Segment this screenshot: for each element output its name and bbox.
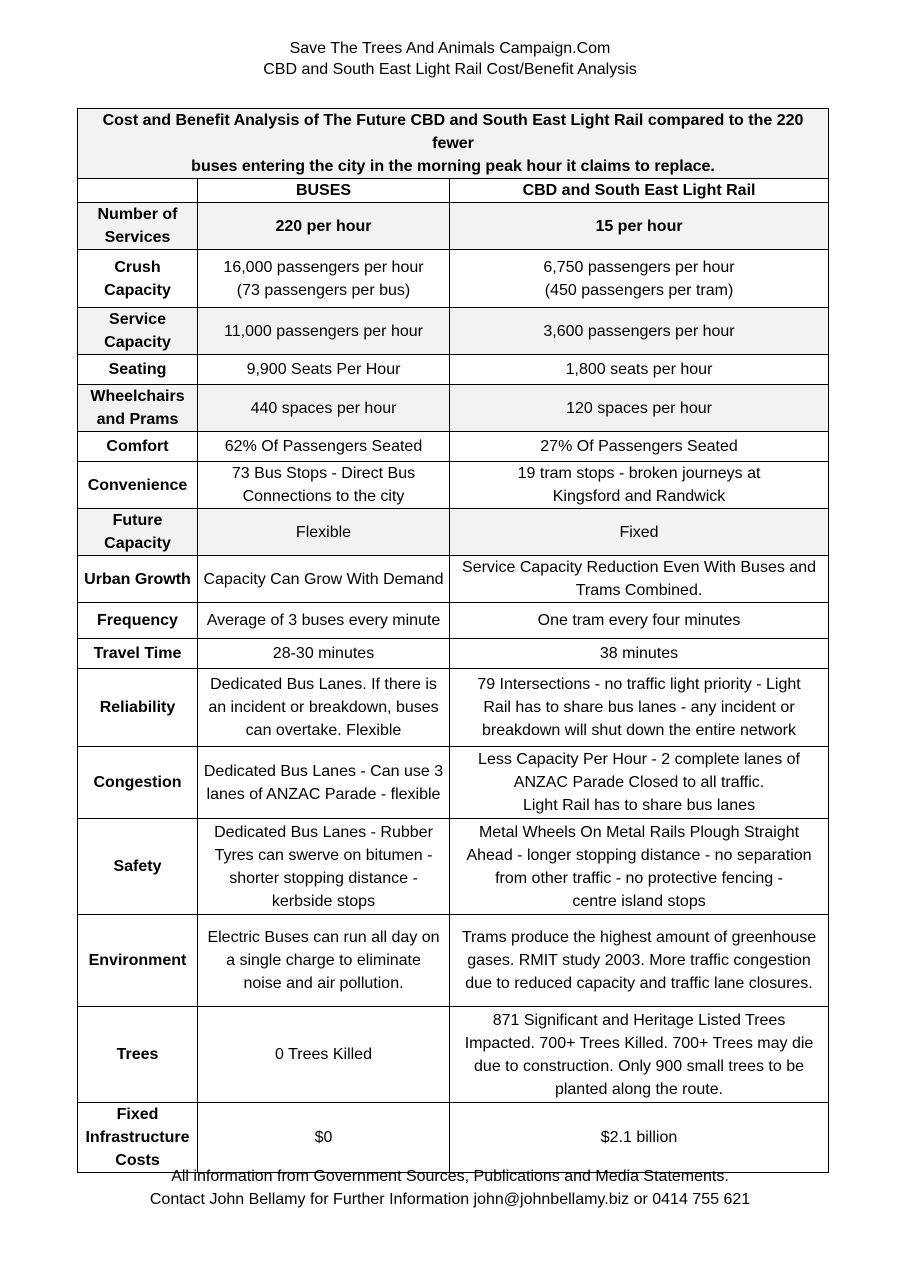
cell-text-line: 0 Trees Killed <box>275 1046 372 1063</box>
cell-text-line: Seating <box>108 361 167 378</box>
table-row <box>78 747 829 819</box>
cell-text-line: Crush Capacity <box>104 258 171 299</box>
cell-text-line: Service Capacity Reduction Even With Buses and <box>462 559 816 576</box>
table-row <box>78 603 829 639</box>
buses-value <box>198 432 450 462</box>
buses-value <box>198 819 450 915</box>
cell-text-line: Costs <box>115 1152 160 1169</box>
cell-text-line: $0 <box>314 1129 333 1146</box>
cell-text-line: 3,600 passengers per hour <box>543 322 735 340</box>
cell-text-line: gases. RMIT study 2003. More traffic congestion <box>467 952 811 969</box>
campaign-name: Save The Trees And Animals Campaign.Com <box>289 40 611 57</box>
cell-text-line: centre island stops <box>572 892 706 910</box>
cell-text-line: 19 tram stops - broken journeys at <box>517 465 761 482</box>
cell-text-line: kerbside stops <box>271 892 376 910</box>
row-label <box>78 603 198 639</box>
buses-value <box>198 639 450 669</box>
table-row <box>78 639 829 669</box>
cost-benefit-table <box>77 108 829 1173</box>
cell-text-line: $2.1 billion <box>600 1129 678 1146</box>
cell-text-line: Dedicated Bus Lanes. If there is <box>210 676 437 693</box>
cell-text-line: Services <box>104 229 171 246</box>
cell-text-line: Convenience <box>87 476 188 494</box>
cell-text-line: Less Capacity Per Hour - 2 complete lanes of <box>478 751 800 768</box>
buses-value <box>198 250 450 308</box>
buses-value <box>198 462 450 509</box>
contact-info: Contact John Bellamy for Further Information john@johnbellamy.biz or 0414 755 621 <box>149 1191 751 1208</box>
cell-text-line: Dedicated Bus Lanes - Can use 3 <box>203 762 444 780</box>
cell-text-line: 871 Significant and Heritage Listed Trees <box>492 1011 786 1029</box>
row-label <box>78 385 198 432</box>
cell-text-line: 1,800 seats per hour <box>565 361 713 378</box>
buses-value <box>198 603 450 639</box>
table-row <box>78 308 829 355</box>
cell-text-line: shorter stopping distance - <box>229 869 418 887</box>
row-label <box>78 432 198 462</box>
light-rail-value <box>450 603 829 639</box>
row-label <box>78 669 198 747</box>
cell-text-line: Dedicated Bus Lanes - Rubber <box>214 823 433 841</box>
cell-text-line: 440 spaces per hour <box>250 399 397 417</box>
cell-text-line: Safety <box>113 858 162 875</box>
cell-text-line: Fixed <box>116 1106 159 1123</box>
table-title-line: buses entering the city in the morning peak hour it claims to replace. <box>191 158 715 175</box>
document-title: CBD and South East Light Rail Cost/Benefit Analysis <box>263 61 637 78</box>
cell-text-line: Future <box>112 512 163 529</box>
cell-text-line: Wheelchairs <box>90 388 185 405</box>
row-label <box>78 819 198 915</box>
cell-text-line: Light Rail has to share bus lanes <box>522 797 756 814</box>
buses-value <box>198 669 450 747</box>
cell-text-line: Comfort <box>106 438 169 455</box>
cell-text-line: Trees <box>116 1046 159 1063</box>
cell-text-line: Connections to the city <box>242 488 405 505</box>
cell-text-line: Rail has to share bus lanes - any incident or <box>483 699 795 716</box>
light-rail-value <box>450 669 829 747</box>
cell-text-line: noise and air pollution. <box>243 975 404 992</box>
buses-value <box>198 355 450 385</box>
cell-text-line: Capacity <box>104 334 171 351</box>
row-label <box>78 355 198 385</box>
column-header-blank <box>78 179 198 203</box>
table-row <box>78 819 829 915</box>
table-row <box>78 1103 829 1173</box>
cell-text-line: 120 spaces per hour <box>566 399 712 417</box>
row-label <box>78 308 198 355</box>
cell-text-line: 6,750 passengers per hour <box>543 258 735 276</box>
cell-text-line: 79 Intersections - no traffic light priority - Light <box>477 676 801 693</box>
cell-text-line: Congestion <box>93 774 182 791</box>
light-rail-value <box>450 250 829 308</box>
light-rail-value <box>450 203 829 250</box>
cell-text-line: from other traffic - no protective fencing - <box>495 869 783 887</box>
light-rail-value <box>450 1007 829 1103</box>
buses-value <box>198 509 450 556</box>
cell-text-line: (73 passengers per bus) <box>236 281 411 299</box>
table-row <box>78 385 829 432</box>
cell-text-line: Number of <box>97 206 178 223</box>
cell-text-line: Urban Growth <box>84 570 191 588</box>
table-title <box>78 109 829 179</box>
cell-text-line: breakdown will shut down the entire network <box>482 722 796 739</box>
cell-text-line: 38 minutes <box>599 645 679 662</box>
buses-value <box>198 1007 450 1103</box>
row-label <box>78 250 198 308</box>
cell-text-line: Infrastructure <box>85 1129 190 1146</box>
cell-text-line: Average of 3 buses every minute <box>206 612 441 629</box>
row-label <box>78 509 198 556</box>
table-row <box>78 203 829 250</box>
row-label <box>78 203 198 250</box>
buses-value <box>198 556 450 603</box>
cell-text-line: 9,900 Seats Per Hour <box>246 361 401 378</box>
page-header <box>0 38 900 80</box>
row-label <box>78 747 198 819</box>
cell-text-line: Service <box>109 311 166 328</box>
table-row <box>78 669 829 747</box>
cell-text-line: an incident or breakdown, buses <box>208 699 439 716</box>
buses-value <box>198 203 450 250</box>
cell-text-line: Reliability <box>99 699 176 716</box>
cell-text-line: Trams produce the highest amount of greenhouse <box>461 929 817 946</box>
cell-text-line: 16,000 passengers per hour <box>223 258 424 276</box>
sources-note: All information from Government Sources, Publications and Media Statements. <box>171 1168 729 1185</box>
buses-value <box>198 385 450 432</box>
table-body <box>78 203 829 1173</box>
cell-text-line: Fixed <box>619 523 659 541</box>
cell-text-line: One tram every four minutes <box>537 612 741 629</box>
table-row <box>78 432 829 462</box>
light-rail-value <box>450 747 829 819</box>
cell-text-line: Impacted. 700+ Trees Killed. 700+ Trees may die <box>464 1034 814 1052</box>
cell-text-line: and Prams <box>96 411 179 428</box>
light-rail-value <box>450 819 829 915</box>
row-label <box>78 639 198 669</box>
light-rail-value <box>450 432 829 462</box>
table-row <box>78 1007 829 1103</box>
cell-text-line: Flexible <box>295 523 352 541</box>
cell-text-line: 15 per hour <box>595 217 683 235</box>
table-row <box>78 509 829 556</box>
cell-text-line: 11,000 passengers per hour <box>224 322 423 340</box>
buses-value <box>198 308 450 355</box>
cell-text-line: Frequency <box>97 612 178 629</box>
cell-text-line: Ahead - longer stopping distance - no separation <box>466 846 812 864</box>
table-row <box>78 462 829 509</box>
light-rail-value <box>450 915 829 1007</box>
light-rail-value <box>450 308 829 355</box>
light-rail-value <box>450 355 829 385</box>
cell-text-line: 62% Of Passengers Seated <box>224 438 423 455</box>
cell-text-line: 220 per hour <box>275 217 372 235</box>
cell-text-line: a single charge to eliminate <box>226 952 421 969</box>
cell-text-line: 28-30 minutes <box>272 645 375 662</box>
cell-text-line: Tyres can swerve on bitumen - <box>214 846 433 864</box>
light-rail-value <box>450 462 829 509</box>
table-row <box>78 556 829 603</box>
row-label <box>78 462 198 509</box>
cell-text-line: Capacity <box>104 535 171 552</box>
cell-text-line: lanes of ANZAC Parade - flexible <box>206 785 441 803</box>
cell-text-line: Environment <box>88 952 187 969</box>
column-header-buses: BUSES <box>198 179 450 203</box>
cell-text-line: 27% Of Passengers Seated <box>540 438 738 455</box>
row-label <box>78 556 198 603</box>
cell-text-line: due to reduced capacity and traffic lane closures. <box>465 975 813 992</box>
cell-text-line: Electric Buses can run all day on <box>207 929 440 946</box>
cell-text-line: ANZAC Parade Closed to all traffic. <box>513 774 765 791</box>
cell-text-line: Trams Combined. <box>575 582 703 599</box>
cell-text-line: Metal Wheels On Metal Rails Plough Straight <box>478 823 800 841</box>
light-rail-value <box>450 639 829 669</box>
buses-value <box>198 1103 450 1173</box>
light-rail-value <box>450 385 829 432</box>
cell-text-line: Capacity Can Grow With Demand <box>203 570 444 588</box>
table-row <box>78 915 829 1007</box>
cell-text-line: Travel Time <box>93 645 182 662</box>
row-label <box>78 1103 198 1173</box>
cell-text-line: 73 Bus Stops - Direct Bus <box>231 465 416 482</box>
light-rail-value <box>450 556 829 603</box>
table-title-line: Cost and Benefit Analysis of The Future CBD and South East Light Rail compared to the 220 fewer <box>102 112 804 152</box>
cell-text-line: can overtake. Flexible <box>245 722 402 739</box>
light-rail-value <box>450 1103 829 1173</box>
cell-text-line: Kingsford and Randwick <box>552 488 726 505</box>
buses-value <box>198 915 450 1007</box>
row-label <box>78 915 198 1007</box>
table-row <box>78 355 829 385</box>
light-rail-value <box>450 509 829 556</box>
cell-text-line: due to construction. Only 900 small trees to be <box>474 1057 804 1075</box>
cell-text-line: (450 passengers per tram) <box>544 281 734 299</box>
page-footer <box>0 1165 900 1211</box>
column-header-light-rail: CBD and South East Light Rail <box>450 179 829 203</box>
buses-value <box>198 747 450 819</box>
cell-text-line: planted along the route. <box>554 1080 724 1098</box>
table-row <box>78 250 829 308</box>
row-label <box>78 1007 198 1103</box>
